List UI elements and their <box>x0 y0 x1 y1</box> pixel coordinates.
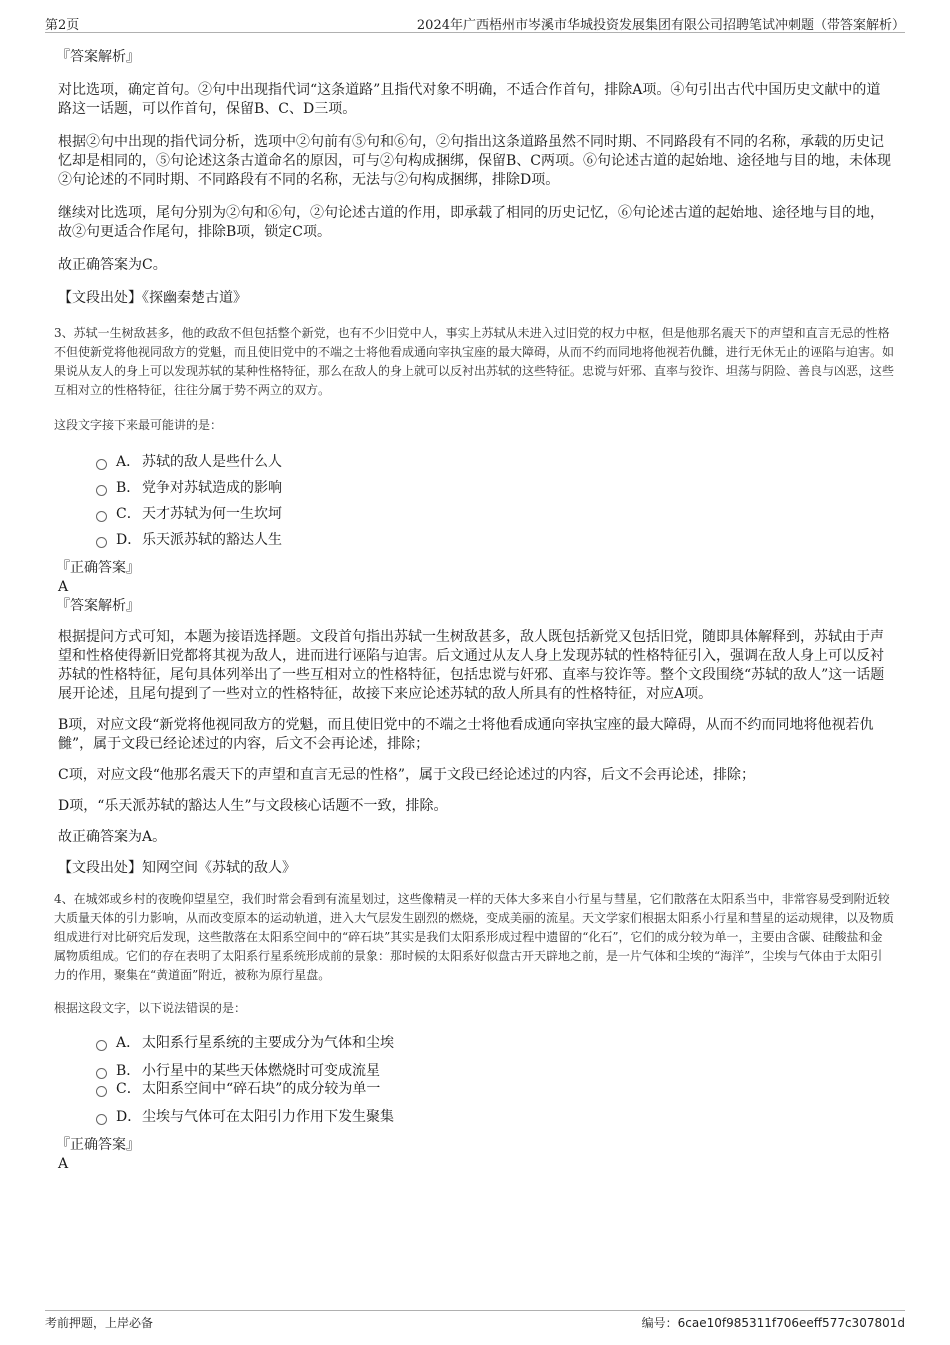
page-content <box>54 48 895 1174</box>
q2-analysis-p2: 根据②句中出现的指代词分析，选项中②句前有⑤句和⑥句，②句指出这条道路虽然不同时期、不同路段有不同的名称，承载的历史记忆却是相同的，⑤句论述这条古道命名的原因，可与②句构成捆绑，保留B、C两项。⑥句论述古道的起始地、途径地与目的地，未体现②句论述的不同时期、不同路段有不同的名称，无法与②句构成捆绑，排除D项。 <box>58 134 891 188</box>
q3-answer-line: 故正确答案为A。 <box>58 829 167 845</box>
q2-analysis-p1: 对比选项，确定首句。②句中出现指代词“这条道路”且指代对象不明确，不适合作首句，排除A项。④句引出古代中国历史文献中的道路这一话题，可以作首句，保留B、C、D三项。 <box>58 82 881 117</box>
q4-option-c[interactable]: C． 太阳系空间中“碎石块”的成分较为单一 <box>96 1080 894 1098</box>
q4-options <box>96 1030 894 1130</box>
footer-serial: 编号：6cae10f985311f706eeff577c307801d <box>641 1316 905 1330</box>
q3-options <box>96 449 894 553</box>
page-footer <box>45 1310 905 1330</box>
footer-slogan: 考前押题，上岸必备 <box>45 1316 154 1330</box>
radio-icon[interactable] <box>96 1068 107 1079</box>
q4-option-a[interactable]: A． 太阳系行星系统的主要成分为气体和尘埃 <box>96 1030 894 1056</box>
q3-option-b[interactable]: B． 党争对苏轼造成的影响 <box>96 475 894 501</box>
q3-source: 【文段出处】知网空间《苏轼的敌人》 <box>58 860 296 876</box>
q4-stem: 4、在城郊或乡村的夜晚仰望星空，我们时常会看到有流星划过，这些像精灵一样的天体大多来自小行星与彗星，它们散落在太阳系当中，非常容易受到附近较大质量天体的引力影响，从而改变原本的运动轨道，进入大气层发生剧烈的燃烧，变成美丽的流星。天文学家们根据太阳系小行星和彗星的运动规律，以及物质组成进行对比研究后发现，这些散落在太阳系空间中的“碎石块”其实是我们太阳系形成过程中遗留的“化石”，它们的成分较为单一，主要由含碳、硅酸盐和金属物质组成。它们的存在表明了太阳系行星系统形成前的景象：那时候的太阳系好似盘古开天辟地之前，是一片气体和尘埃的“海洋”，尘埃与气体由于太阳引力的作用，聚集在“黄道面”附近，被称为原行星盘。 <box>54 892 895 982</box>
q3-analysis-p2: B项，对应文段“新党将他视同敌方的党魁，而且使旧党中的不端之士将他看成通向宰执宝座的最大障碍，从而不约而同地将他视若仇雠”，属于文段已经论述过的内容，后文不会再论述，排除； <box>58 717 874 752</box>
q3-analysis-p4: D项，“乐天派苏轼的豁达人生”与文段核心话题不一致，排除。 <box>58 798 448 814</box>
q3-option-c[interactable]: C． 天才苏轼为何一生坎坷 <box>96 501 894 527</box>
q4-answer: A <box>58 1156 69 1172</box>
q4-option-b[interactable]: B． 小行星中的某些天体燃烧时可变成流星 <box>96 1062 894 1080</box>
q3-option-a[interactable]: A． 苏轼的敌人是些什么人 <box>96 449 894 475</box>
radio-icon[interactable] <box>96 485 107 496</box>
radio-icon[interactable] <box>96 537 107 548</box>
radio-icon[interactable] <box>96 511 107 522</box>
q3-stem: 3、苏轼一生树敌甚多，他的政敌不但包括整个新党，也有不少旧党中人，事实上苏轼从未进入过旧党的权力中枢，但是他那名震天下的声望和直言无忌的性格不但使新党将他视同敌方的党魁，而且使旧党中的不端之士将他看成通向宰执宝座的最大障碍，从而不约而同地将他视若仇雠，进行无休无止的诬陷与迫害。如果说从友人的身上可以发现苏轼的某种性格特征，那么在敌人的身上就可以反衬出苏轼的这些特征。忠谠与奸邪、直率与狡诈、坦荡与阴险、善良与凶恶，这些互相对立的性格特征，往往分属于势不两立的双方。 <box>54 326 895 397</box>
q3-analysis-p3: C项，对应文段“他那名震天下的声望和直言无忌的性格”，属于文段已经论述过的内容，后文不会再论述，排除； <box>58 767 756 783</box>
q4-answer-label: 『正确答案』 <box>56 1137 140 1153</box>
radio-icon[interactable] <box>96 1114 107 1125</box>
page-header <box>45 12 905 33</box>
q3-answer-label: 『正确答案』 <box>56 560 140 576</box>
q2-answer-line: 故正确答案为C。 <box>58 257 167 273</box>
q2-analysis-label: 『答案解析』 <box>56 49 140 65</box>
q3-analysis-p1: 根据提问方式可知，本题为接语选择题。文段首句指出苏轼一生树敌甚多，敌人既包括新党又包括旧党，随即具体解释到，苏轼由于声望和性格使得新旧党都将其视为敌人，进而进行诬陷与迫害。后文通过从友人身上发现苏轼的性格特征引入，强调在敌人身上可以反衬苏轼的性格特征，尾句具体列举出了一些互相对立的性格特征，包括忠谠与奸邪、直率与狡诈等。整个文段围绕“苏轼的敌人”这一话题展开论述，且尾句提到了一些对立的性格特征，故接下来应论述苏轼的敌人所具有的性格特征，对应A项。 <box>58 629 885 702</box>
radio-icon[interactable] <box>96 459 107 470</box>
q3-analysis-label: 『答案解析』 <box>56 598 140 614</box>
radio-icon[interactable] <box>96 1086 107 1097</box>
document-title: 2024年广西梧州市岑溪市华城投资发展集团有限公司招聘笔试冲刺题（带答案解析） <box>416 18 905 33</box>
page-number: 第2页 <box>45 18 80 33</box>
q3-option-d[interactable]: D． 乐天派苏轼的豁达人生 <box>96 527 894 553</box>
q3-question: 这段文字接下来最可能讲的是： <box>54 418 223 432</box>
q2-analysis-p3: 继续对比选项，尾句分别为②句和⑥句，②句论述古道的作用，即承载了相同的历史记忆，⑥句论述古道的起始地、途径地与目的地，故②句更适合作尾句，排除B项，锁定C项。 <box>58 205 884 240</box>
q3-answer: A <box>58 579 69 595</box>
radio-icon[interactable] <box>96 1040 107 1051</box>
q4-question: 根据这段文字，以下说法错误的是： <box>54 1001 247 1015</box>
q4-option-d[interactable]: D． 尘埃与气体可在太阳引力作用下发生聚集 <box>96 1104 894 1130</box>
q2-source: 【文段出处】《探幽秦楚古道》 <box>58 290 247 306</box>
